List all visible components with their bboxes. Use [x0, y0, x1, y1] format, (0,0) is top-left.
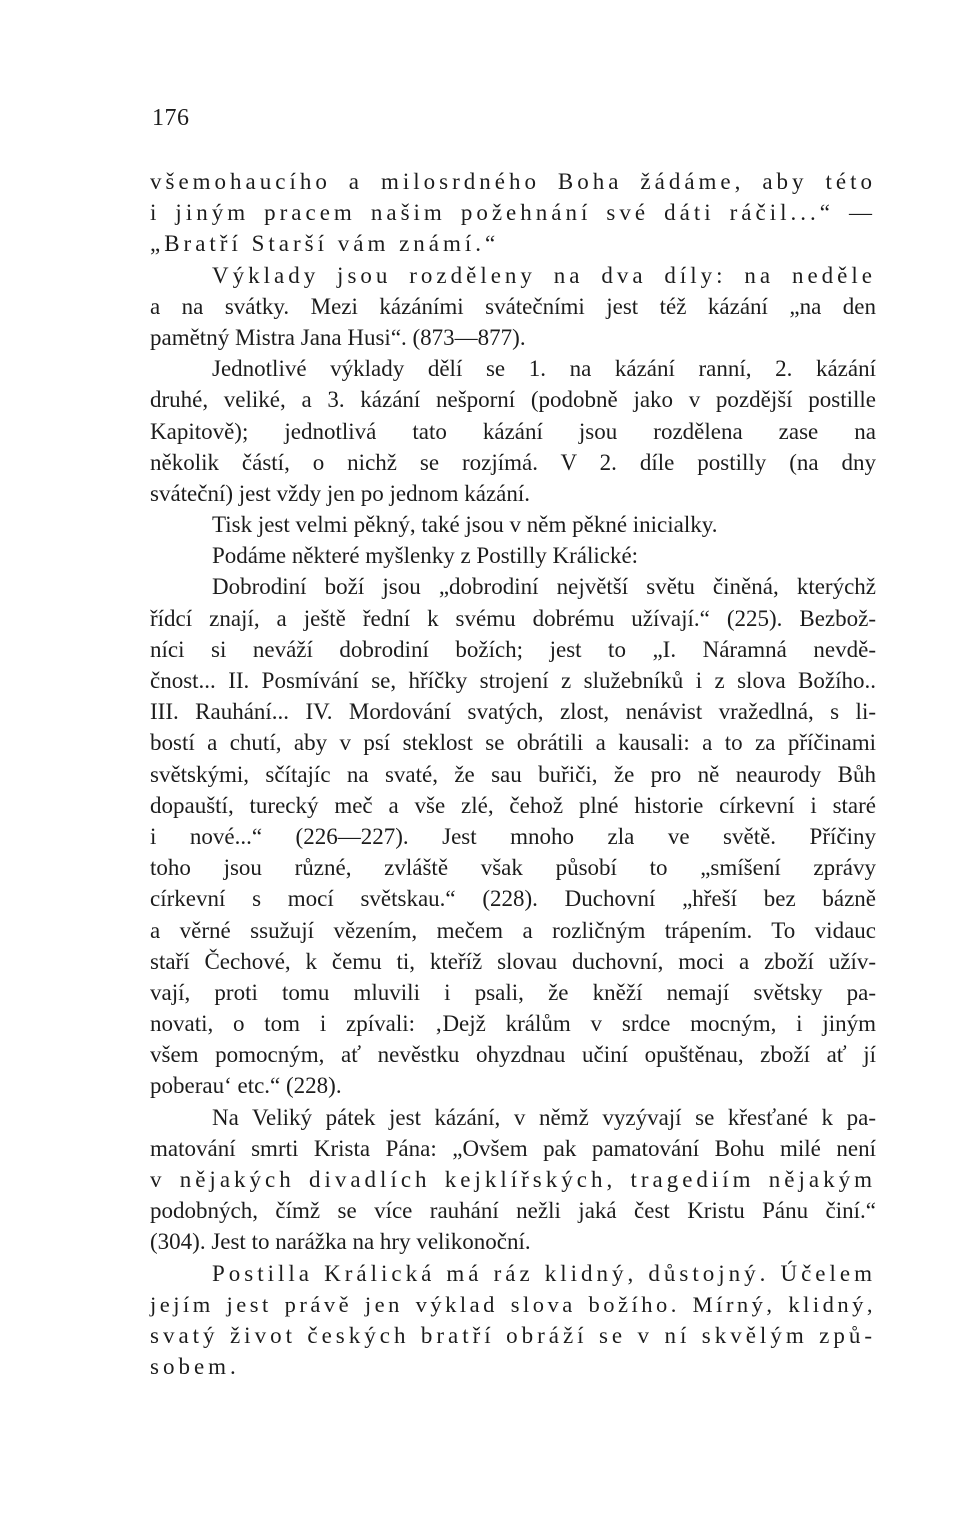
text-line: a věrné ssužují vězením, mečem a rozličným trápením. To vidauc [150, 917, 876, 943]
text-line: jejím jest právě jen výklad slova božího. Mírný, klidný, [150, 1291, 876, 1317]
text-line: Výklady jsou rozděleny na dva díly: na neděle [212, 262, 876, 288]
text-line: v nějakých divadlích kejklířských, tragediím nějakým [150, 1167, 876, 1192]
text-line: matování smrti Krista Pána: „Ovšem pak pamatování Bohu milé není [150, 1135, 876, 1161]
text-line: Tisk jest velmi pěkný, také jsou v něm pěkné inicialky. [212, 512, 718, 538]
text-line: všemohaucího a milosrdného Boha žádáme, aby této [150, 169, 876, 194]
text-line: staří Čechové, k čemu ti, kteříž slovau duchovní, moci a zboží užív- [150, 948, 876, 974]
text-line: níci si neváží dobrodiní božích; jest to „I. Náramná nevdě- [150, 636, 876, 662]
text-line: druhé, veliké, a 3. kázání nešporní (podobně jako v pozdější postille [150, 387, 876, 413]
page-number: 176 [152, 105, 190, 131]
text-line: i jiným pracem našim požehnání své dáti ráčil...“ — [150, 200, 876, 226]
text-line: Dobrodiní boží jsou „dobrodiní největší světu činěná, kterýchž [212, 574, 876, 600]
text-line: církevní s mocí světskau.“ (228). Duchovní „hřeší bez bázně [150, 886, 876, 912]
text-line: „Bratří Starší vám známí.“ [150, 231, 500, 257]
text-line: podobných, čímž se více rauhání nežli jaká čest Kristu Pánu činí.“ [150, 1198, 876, 1224]
text-line: řídcí znají, a ještě řední k svému dobrému užívají.“ (225). Bezbož- [150, 605, 876, 631]
text-line: poberau‘ etc.“ (228). [150, 1073, 342, 1099]
text-line: Jednotlivé výklady dělí se 1. na kázání ranní, 2. kázání [212, 356, 876, 382]
text-line: Kapitově); jednotlivá tato kázání jsou rozdělena zase na [150, 418, 876, 444]
text-line: světskými, sčítajíc na svaté, že sau buřiči, že pro ně neaurody Bůh [150, 761, 876, 787]
text-line: sobem. [150, 1354, 240, 1380]
text-line: novati, o tom i zpívali: ‚Dejž králům v srdce mocným, i jiným [150, 1011, 876, 1037]
text-line: bostí a chutí, aby v psí steklost se obrátili a kausali: a to za příčinami [150, 730, 876, 756]
text-line: dopauští, turecký meč a vše zlé, čehož plné historie církevní i staré [150, 792, 876, 818]
text-line: III. Rauhání... IV. Mordování svatých, zlost, nenávist vražedlná, s li- [150, 699, 876, 725]
text-line: svatý život českých bratří obráží se v ní skvělým způ- [150, 1322, 876, 1348]
text-line: Na Veliký pátek jest kázání, v němž vyzývají se křesťané k pa- [212, 1104, 876, 1130]
text-line: a na svátky. Mezi kázáními svátečními jest též kázání „na den [150, 293, 876, 319]
body-text [150, 166, 876, 1382]
text-line: (304). Jest to narážka na hry velikonoční. [150, 1229, 531, 1255]
text-line: Postilla Králická má ráz klidný, důstojný. Účelem [212, 1260, 876, 1286]
text-line: čnost... II. Posmívání se, hříčky strojení z služebníků i z slova Božího.. [150, 668, 876, 693]
text-line: všem pomocným, ať nevěstku ohyzdnau učiní opuštěnau, zboží ať jí [150, 1042, 876, 1068]
text-line: pamětný Mistra Jana Husi“. (873—877). [150, 324, 526, 350]
text-line: toho jsou různé, zvláště však působí to „smíšení zprávy [150, 855, 876, 881]
text-line: vají, proti tomu mluvili i psali, že kněží nemají světsky pa- [150, 979, 876, 1005]
text-line: Podáme některé myšlenky z Postilly Králické: [212, 543, 639, 569]
text-line: i nové...“ (226—227). Jest mnoho zla ve světě. Příčiny [150, 823, 876, 849]
text-line: sváteční) jest vždy jen po jednom kázání. [150, 480, 531, 506]
text-line: několik částí, o nichž se rozjímá. V 2. díle postilly (na dny [150, 449, 876, 475]
